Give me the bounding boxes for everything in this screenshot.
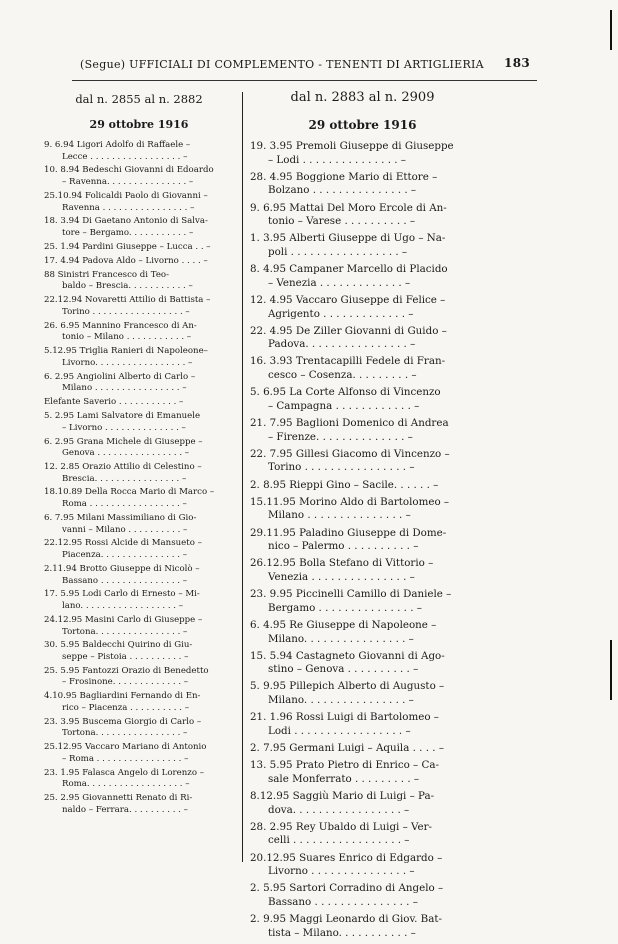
- entry-line: 25. 5.95 Fantozzi Orazio di Benedetto: [44, 665, 209, 676]
- entry-line: 2. 9.95 Maggi Leonardo di Giov. Bat-: [250, 913, 442, 926]
- entry-line: 1. 3.95 Alberti Giuseppe di Ugo – Na-: [250, 232, 446, 245]
- entry-line: 22.12.95 Rossi Alcide di Mansueto –: [44, 538, 202, 549]
- entry-line: 88 Sinistri Francesco di Teo-: [44, 269, 170, 280]
- entry-line: 13. 5.95 Prato Pietro di Enrico – Ca-: [250, 759, 439, 772]
- list-item: [250, 496, 475, 523]
- list-item: [250, 882, 475, 909]
- entry-line-continuation: Bassano . . . . . . . . . . . . . . . –: [268, 895, 418, 908]
- entry-line-continuation: lano. . . . . . . . . . . . . . . . . . –: [62, 601, 184, 612]
- list-item: [44, 691, 234, 714]
- list-item: [44, 717, 234, 740]
- list-item: [250, 232, 475, 259]
- list-item: [44, 346, 234, 369]
- entry-line: 30. 5.95 Baldecchi Quirino di Giu-: [44, 640, 193, 651]
- entry-line-continuation: dova. . . . . . . . . . . . . . . . . –: [268, 803, 410, 816]
- entry-line-continuation: Livorno. . . . . . . . . . . . . . . . . –: [62, 357, 193, 368]
- entry-line-continuation: stino – Genova . . . . . . . . . . –: [268, 663, 419, 676]
- entry-line: 16. 3.93 Trentacapilli Fedele di Fran-: [250, 355, 446, 368]
- entry-line-continuation: – Lodi . . . . . . . . . . . . . . . –: [268, 153, 406, 166]
- list-item: [44, 513, 234, 536]
- list-item: [250, 742, 475, 756]
- list-item: [44, 191, 234, 214]
- page-header: [70, 56, 540, 76]
- entry-line: 18.10.89 Della Rocca Mario di Marco –: [44, 487, 215, 498]
- entry-line-continuation: tonio – Milano . . . . . . . . . . . –: [62, 332, 192, 343]
- list-item: [44, 321, 234, 344]
- right-range: dal n. 2883 al n. 2909: [290, 90, 435, 105]
- entry-line-continuation: Venezia . . . . . . . . . . . . . . . –: [268, 570, 415, 583]
- entry-line: 22. 7.95 Gillesi Giacomo di Vincenzo –: [250, 447, 450, 460]
- list-item: [250, 619, 475, 646]
- entry-line: 23. 3.95 Buscema Giorgio di Carlo –: [44, 716, 202, 727]
- entry-line: 2.11.94 Brotto Giuseppe di Nicolò –: [44, 563, 200, 574]
- entry-line: 19. 3.95 Premoli Giuseppe di Giuseppe: [250, 140, 454, 152]
- entry-line: 12. 4.95 Vaccaro Giuseppe di Felice –: [250, 293, 446, 306]
- list-item: [250, 557, 475, 584]
- entry-line: 24.12.95 Masini Carlo di Giuseppe –: [44, 614, 203, 625]
- left-column: [44, 92, 234, 819]
- column-divider: [242, 92, 243, 862]
- entry-line-continuation: Tortona. . . . . . . . . . . . . . . . –: [62, 728, 188, 739]
- list-item: [44, 216, 234, 239]
- entry-line-continuation: Milano. . . . . . . . . . . . . . . . –: [268, 632, 414, 645]
- entry-line-continuation: Lodi . . . . . . . . . . . . . . . . . –: [268, 724, 411, 737]
- entry-line-continuation: – Ravenna. . . . . . . . . . . . . . . –: [62, 177, 194, 188]
- entry-line-continuation: rico – Piacenza . . . . . . . . . . –: [62, 702, 190, 713]
- entry-line: 6. 2.95 Grana Michele di Giuseppe –: [44, 436, 203, 447]
- entry-line: 12. 2.85 Orazio Attilio di Celestino –: [44, 462, 202, 472]
- entry-line-continuation: Tortona. . . . . . . . . . . . . . . . –: [62, 626, 188, 637]
- list-item: [44, 487, 234, 510]
- right-entries: [250, 140, 475, 940]
- entry-line: 6. 4.95 Re Giuseppe di Napoleone –: [250, 618, 437, 631]
- entry-line: 5. 6.95 La Corte Alfonso di Vincenzo: [250, 386, 441, 399]
- entry-line-continuation: Bassano . . . . . . . . . . . . . . . –: [62, 575, 188, 586]
- entry-line: 6. 2.95 Angiolini Alberto di Carlo –: [44, 371, 196, 382]
- page-edge-mark: [610, 640, 612, 700]
- list-item: [250, 680, 475, 707]
- entry-line-continuation: – Firenze. . . . . . . . . . . . . . –: [268, 430, 413, 443]
- entry-line-continuation: – Roma . . . . . . . . . . . . . . . . –: [62, 753, 189, 764]
- entry-line-continuation: Piacenza. . . . . . . . . . . . . . . –: [62, 550, 187, 561]
- entry-line-continuation: Milano . . . . . . . . . . . . . . . . –: [62, 383, 187, 394]
- list-item: [250, 711, 475, 738]
- list-item: [44, 411, 234, 434]
- entry-line-continuation: seppe – Pistoia . . . . . . . . . . –: [62, 651, 189, 662]
- entry-line: 25.12.95 Vaccaro Mariano di Antonio: [44, 742, 207, 753]
- entry-line: 25.10.94 Folicaldi Paolo di Giovanni –: [44, 190, 208, 201]
- entry-line-continuation: Livorno . . . . . . . . . . . . . . . –: [268, 865, 415, 878]
- header-title: (Segue) UFFICIALI DI COMPLEMENTO - TENENTI DI ARTIGLIERIA: [80, 58, 484, 71]
- list-item: [44, 295, 234, 318]
- right-column: [250, 90, 475, 944]
- entry-line-continuation: Ravenna . . . . . . . . . . . . . . . . –: [62, 202, 195, 213]
- list-item: [250, 140, 475, 167]
- list-item: [44, 270, 234, 293]
- entry-line: 28. 4.95 Boggione Mario di Ettore –: [250, 170, 438, 183]
- list-item: [44, 768, 234, 791]
- list-item: [44, 793, 234, 816]
- entry-line-continuation: Genova . . . . . . . . . . . . . . . . –: [62, 448, 190, 459]
- entry-line: 9. 6.94 Ligori Adolfo di Raffaele –: [44, 140, 191, 150]
- entry-line-continuation: Bergamo . . . . . . . . . . . . . . . –: [268, 601, 422, 614]
- entry-line: 8. 4.95 Campaner Marcello di Placido: [250, 263, 448, 276]
- list-item: [250, 448, 475, 475]
- list-item: [250, 527, 475, 554]
- entry-line-continuation: Roma . . . . . . . . . . . . . . . . . –: [62, 499, 187, 510]
- entry-line-continuation: naldo – Ferrara. . . . . . . . . . –: [62, 804, 188, 815]
- entry-line-continuation: tonio – Varese . . . . . . . . . . –: [268, 215, 416, 228]
- right-date: 29 ottobre 1916: [308, 118, 417, 132]
- entry-line: 17. 4.94 Padova Aldo – Livorno . . . . –: [44, 255, 208, 266]
- list-item: [250, 759, 475, 786]
- list-item: [250, 913, 475, 940]
- entry-line: 10. 8.94 Bedeschi Giovanni di Edoardo: [44, 165, 214, 176]
- list-item: [44, 589, 234, 612]
- entry-line: 26.12.95 Bolla Stefano di Vittorio –: [250, 557, 434, 570]
- entry-line: 8.12.95 Saggiù Mario di Luigi – Pa-: [250, 790, 435, 802]
- list-item: [250, 650, 475, 677]
- entry-line: 18. 3.94 Di Gaetano Antonio di Salva-: [44, 216, 208, 227]
- entry-line: 5. 2.95 Lami Salvatore di Emanuele: [44, 411, 201, 422]
- list-item: [44, 538, 234, 561]
- list-item: [250, 852, 475, 879]
- entry-line: 22. 4.95 De Ziller Giovanni di Guido –: [250, 324, 447, 337]
- left-entries: [44, 140, 234, 816]
- list-item: [250, 325, 475, 352]
- list-item: [44, 397, 234, 409]
- list-item: [250, 821, 475, 848]
- entry-line: 25. 1.94 Pardini Giuseppe – Lucca . . –: [44, 241, 211, 252]
- list-item: [250, 263, 475, 290]
- entry-line-continuation: celli . . . . . . . . . . . . . . . . . –: [268, 834, 410, 847]
- list-item: [44, 165, 234, 188]
- page-edge-mark: [610, 10, 612, 50]
- entry-line-continuation: Lecce . . . . . . . . . . . . . . . . . –: [62, 151, 188, 162]
- entry-line: 15.11.95 Morino Aldo di Bartolomeo –: [250, 495, 450, 508]
- entry-line: 22.12.94 Novaretti Attilio di Battista –: [44, 295, 211, 306]
- entry-line: 26. 6.95 Mannino Francesco di An-: [44, 320, 197, 331]
- list-item: [44, 666, 234, 689]
- entry-line-continuation: Bolzano . . . . . . . . . . . . . . . –: [268, 184, 417, 197]
- list-item: [44, 640, 234, 663]
- entry-line-continuation: tista – Milano. . . . . . . . . . . –: [268, 926, 416, 939]
- entry-line-continuation: Roma. . . . . . . . . . . . . . . . . . –: [62, 779, 190, 790]
- entry-line-continuation: Milano . . . . . . . . . . . . . . . –: [268, 509, 411, 522]
- entry-line: 25. 2.95 Giovannetti Renato di Ri-: [44, 793, 193, 804]
- entry-line-continuation: Agrigento . . . . . . . . . . . . . –: [268, 307, 414, 320]
- entry-line: 5. 9.95 Pillepich Alberto di Augusto –: [250, 680, 445, 693]
- list-item: [44, 462, 234, 485]
- entry-line: 21. 7.95 Baglioni Domenico di Andrea: [250, 417, 449, 430]
- entry-line-continuation: Torino . . . . . . . . . . . . . . . . –: [268, 461, 415, 474]
- entry-line: 2. 7.95 Germani Luigi – Aquila . . . . –: [250, 742, 444, 755]
- entry-line-continuation: vanni – Milano . . . . . . . . . . –: [62, 524, 188, 535]
- list-item: [250, 479, 475, 493]
- entry-line-continuation: sale Monferrato . . . . . . . . . –: [268, 772, 420, 785]
- list-item: [44, 242, 234, 254]
- list-item: [44, 437, 234, 460]
- list-item: [44, 140, 234, 163]
- left-date: 29 ottobre 1916: [89, 118, 189, 131]
- entry-line: 28. 2.95 Rey Ubaldo di Luigi – Ver-: [250, 820, 433, 833]
- entry-line-continuation: Padova. . . . . . . . . . . . . . . . –: [268, 338, 416, 351]
- entry-line: 20.12.95 Suares Enrico di Edgardo –: [250, 851, 443, 864]
- entry-line: 23. 9.95 Piccinelli Camillo di Daniele –: [250, 588, 452, 601]
- entry-line-continuation: tore – Bergamo. . . . . . . . . . . –: [62, 228, 194, 239]
- entry-line: Elefante Saverio . . . . . . . . . . . –: [44, 397, 184, 408]
- entry-line-continuation: – Frosinone. . . . . . . . . . . . . –: [62, 677, 189, 688]
- entry-line-continuation: baldo – Brescia. . . . . . . . . . . –: [62, 281, 193, 292]
- entry-line: 21. 1.96 Rossi Luigi di Bartolomeo –: [250, 711, 439, 724]
- list-item: [250, 171, 475, 198]
- list-item: [250, 294, 475, 321]
- list-item: [44, 256, 234, 268]
- list-item: [250, 202, 475, 229]
- entry-line-continuation: – Campagna . . . . . . . . . . . . –: [268, 399, 420, 412]
- entry-line: 15. 5.94 Castagneto Giovanni di Ago-: [250, 649, 445, 662]
- entry-line: 6. 7.95 Milani Massimiliano di Gio-: [44, 512, 197, 523]
- entry-line: 23. 1.95 Falasca Angelo di Lorenzo –: [44, 767, 205, 778]
- entry-line-continuation: poli . . . . . . . . . . . . . . . . . –: [268, 245, 408, 258]
- entry-line: 17. 5.95 Lodi Carlo di Ernesto – Mi-: [44, 589, 200, 600]
- list-item: [44, 564, 234, 587]
- list-item: [44, 372, 234, 395]
- left-range: dal n. 2855 al n. 2882: [75, 92, 203, 106]
- entry-line: 29.11.95 Paladino Giuseppe di Dome-: [250, 526, 447, 539]
- entry-line-continuation: – Livorno . . . . . . . . . . . . . . –: [62, 422, 186, 433]
- list-item: [44, 615, 234, 638]
- entry-line-continuation: cesco – Cosenza. . . . . . . . . –: [268, 369, 417, 382]
- entry-line-continuation: nico – Palermo . . . . . . . . . . –: [268, 540, 419, 553]
- page-number: 183: [504, 56, 530, 70]
- list-item: [44, 742, 234, 765]
- entry-line-continuation: Torino . . . . . . . . . . . . . . . . . –: [62, 306, 190, 317]
- entry-line-continuation: Brescia. . . . . . . . . . . . . . . . –: [62, 473, 187, 484]
- list-item: [250, 790, 475, 817]
- list-item: [250, 355, 475, 382]
- entry-line: 2. 5.95 Sartori Corradino di Angelo –: [250, 882, 444, 895]
- list-item: [250, 588, 475, 615]
- entry-line: 4.10.95 Bagliardini Fernando di En-: [44, 691, 201, 702]
- entry-line: 5.12.95 Triglia Ranieri di Napoleone–: [44, 346, 208, 357]
- entry-line-continuation: Milano. . . . . . . . . . . . . . . . –: [268, 694, 414, 707]
- entry-line-continuation: – Venezia . . . . . . . . . . . . . –: [268, 276, 411, 289]
- list-item: [250, 417, 475, 444]
- entry-line: 9. 6.95 Mattai Del Moro Ercole di An-: [250, 201, 447, 214]
- list-item: [250, 386, 475, 413]
- header-rule: [72, 80, 537, 81]
- entry-line: 2. 8.95 Rieppi Gino – Sacile. . . . . . –: [250, 478, 439, 491]
